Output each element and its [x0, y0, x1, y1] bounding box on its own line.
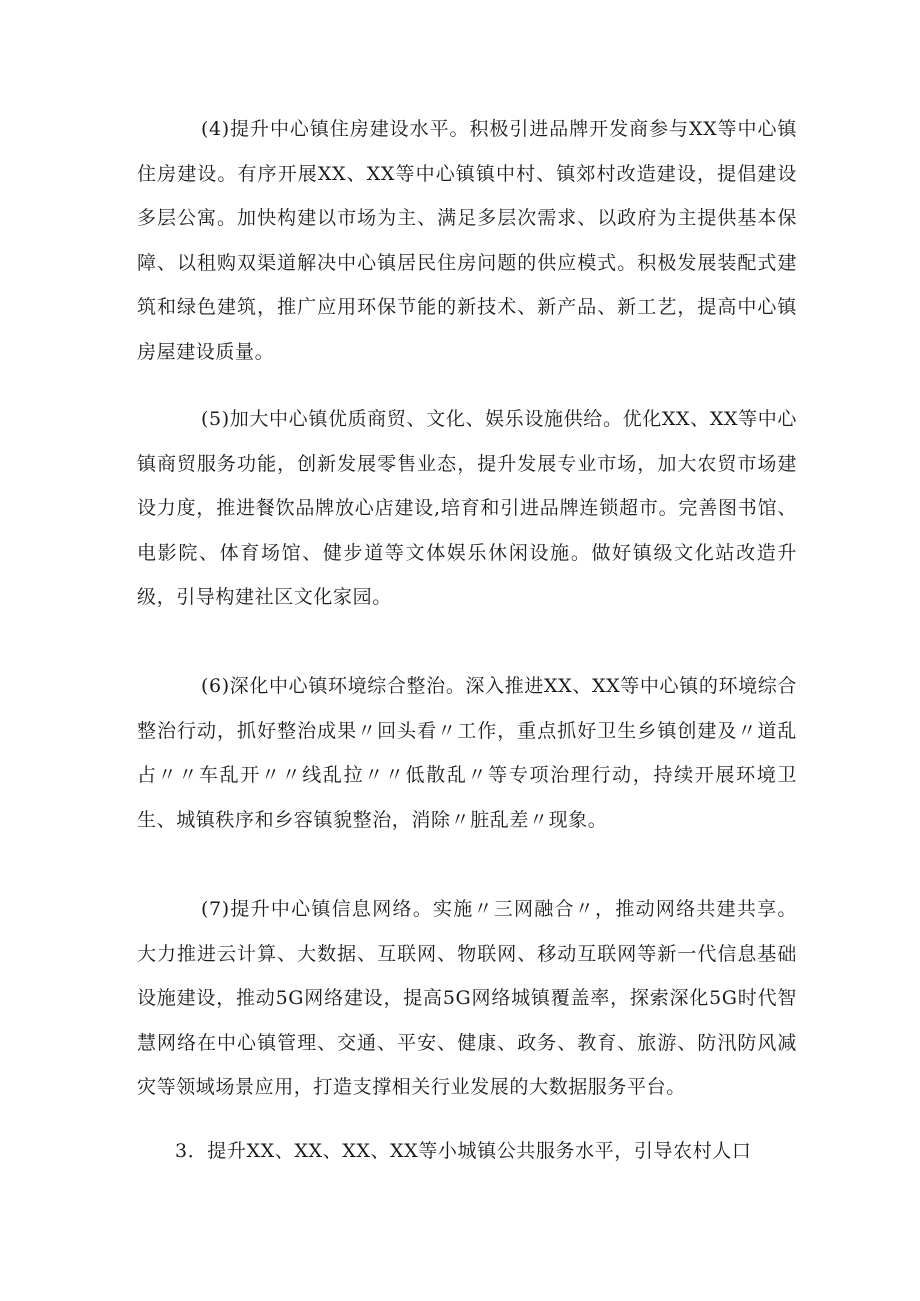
paragraph-commerce-culture: (5)加大中心镇优质商贸、文化、娱乐设施供给。优化XX、XX等中心镇商贸服务功能，创新发展零售业态，提升发展专业市场，加大农贸市场建设力度，推进餐饮品牌放心店建设,培育和引进品牌连锁超市。完善图书馆、电影院、体育场馆、健步道等文体娱乐休闲设施。做好镇级文化站改造升级，引导构建社区文化家园。 [137, 408, 797, 608]
section-heading-small-towns: 3．提升XX、XX、XX、XX等小城镇公共服务水平，引导农村人口 [175, 1140, 752, 1162]
paragraph-information-network: (7)提升中心镇信息网络。实施〃三网融合〃，推动网络共建共享。大力推进云计算、大数据、互联网、物联网、移动互联网等新一代信息基础设施建设，推动5G网络建设，提高5G网络城镇覆盖率，探索深化5G时代智慧网络在中心镇管理、交通、平安、健康、政务、教育、旅游、防汛防风减灾等领域场景应用，打造支撑相关行业发展的大数据服务平台。 [137, 898, 797, 1098]
paragraph-environment: (6)深化中心镇环境综合整治。深入推进XX、XX等中心镇的环境综合整治行动，抓好整治成果〃回头看〃工作，重点抓好卫生乡镇创建及〃道乱占〃〃车乱开〃〃线乱拉〃〃低散乱〃等专项治理行动，持续开展环境卫生、城镇秩序和乡容镇貌整治，消除〃脏乱差〃现象。 [137, 675, 797, 831]
paragraph-housing: (4)提升中心镇住房建设水平。积极引进品牌开发商参与XX等中心镇住房建设。有序开展XX、XX等中心镇镇中村、镇郊村改造建设，提倡建设多层公寓。加快构建以市场为主、满足多层次需求、以政府为主提供基本保障、以租购双渠道解决中心镇居民住房问题的供应模式。积极发展装配式建筑和绿色建筑，推广应用环保节能的新技术、新产品、新工艺，提高中心镇房屋建设质量。 [137, 118, 797, 363]
